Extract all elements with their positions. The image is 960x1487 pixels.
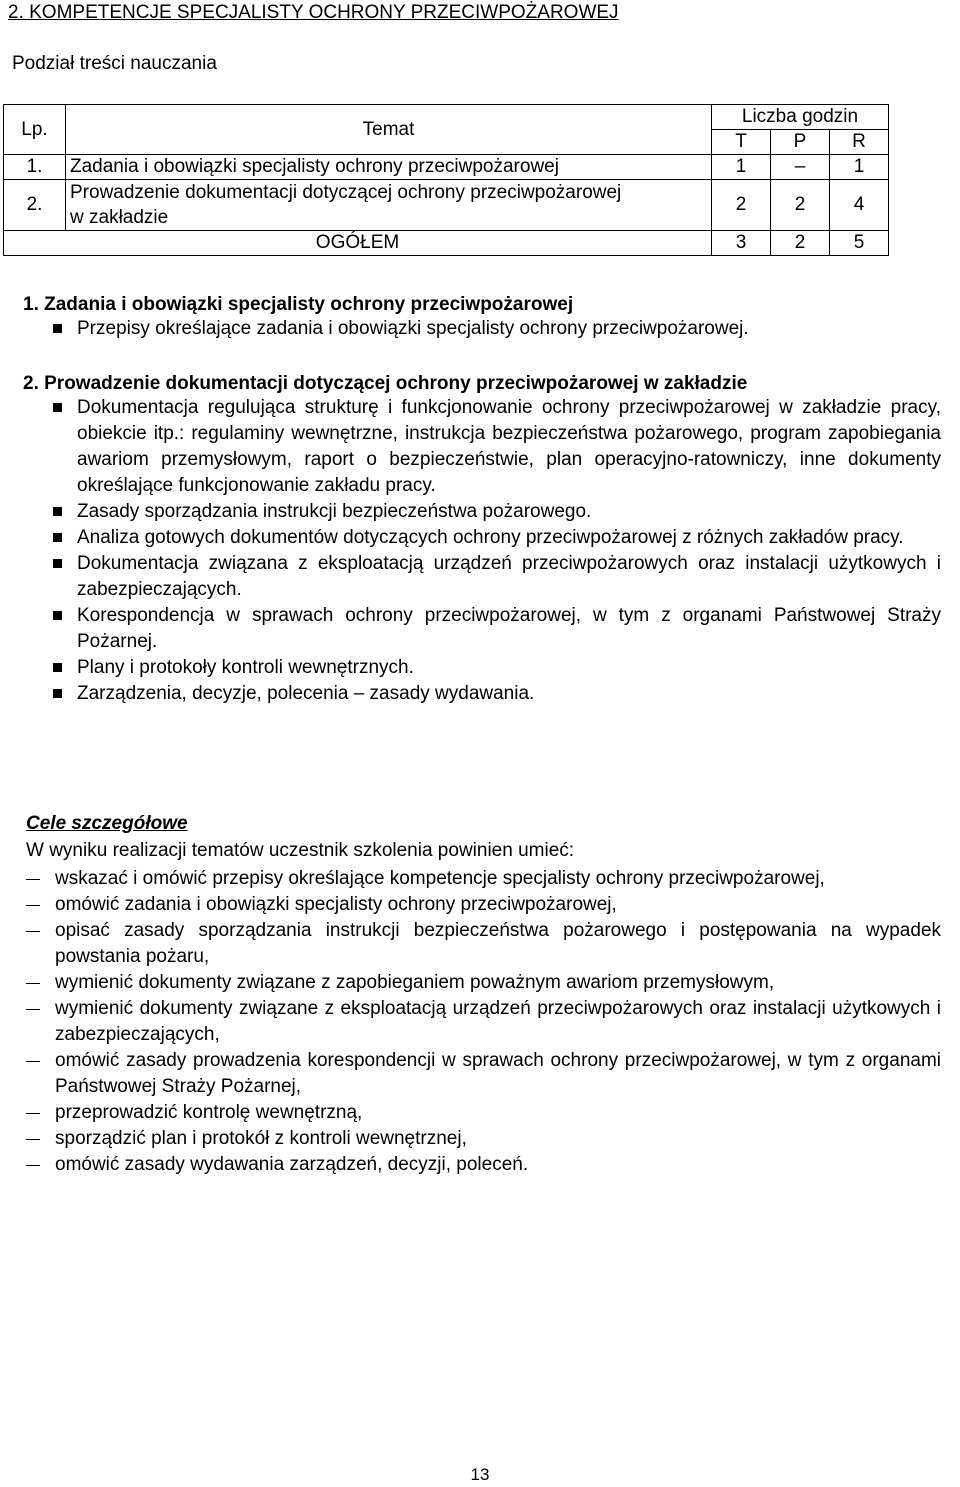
dash-bullet-icon [26,879,40,880]
list-item [0,316,941,342]
list-item [0,551,941,603]
row-topic-line: Prowadzenie dokumentacji dotyczącej ochrony przeciwpożarowej [70,182,622,203]
list-item [0,525,941,551]
list-item [0,499,941,525]
row-lp: 1. [4,155,66,180]
list-item-text: Dokumentacja regulująca strukturę i funkcjonowanie ochrony przeciwpożarowej w zakładzie pracy, obiekcie itp.: regulaminy wewnętrzne, instrukcja bezpieczeństwa pożarowego, program zapobiegania awariom przemysłowym, raport o bezpieczeństwie, plan operacyjno-ratowniczy, inne dokumenty określające funkcjonowanie zakładu pracy. [77,397,941,496]
dash-bullet-icon [26,983,40,984]
row-topic: Zadania i obowiązki specjalisty ochrony przeciwpożarowej [66,155,712,180]
list-item-text: Analiza gotowych dokumentów dotyczących ochrony przeciwpożarowej z różnych zakładów pracy. [77,527,904,548]
list-item [26,1048,941,1100]
table-row [4,155,889,180]
hours-table [3,104,889,256]
list-item [0,655,941,681]
list-item-text: Plany i protokoły kontroli wewnętrznych. [77,657,414,678]
square-bullet-icon [53,403,62,412]
list-item-text: Przepisy określające zadania i obowiązki specjalisty ochrony przeciwpożarowej. [77,318,749,339]
row-topic-line: w zakładzie [70,207,169,228]
list-item [0,681,941,707]
dash-bullet-icon [26,1139,40,1140]
square-bullet-icon [53,533,62,542]
dash-bullet-icon [26,1009,40,1010]
goals-list [26,866,941,1178]
header-p: P [771,130,830,155]
list-item-text: Zasady sporządzania instrukcji bezpieczeństwa pożarowego. [77,501,592,522]
square-bullet-icon [53,611,62,620]
table-header-row [4,105,889,130]
chapter-title: 2. KOMPETENCJE SPECJALISTY OCHRONY PRZECIWPOŻAROWEJ [8,2,619,23]
list-item-text: Korespondencja w sprawach ochrony przeciwpożarowej, w tym z organami Państwowej Straży Pożarnej. [77,605,941,652]
square-bullet-icon [53,507,62,516]
list-item [26,866,941,892]
list-item-text: wskazać i omówić przepisy określające kompetencje specjalisty ochrony przeciwpożarowej, [55,868,825,889]
row-r: 4 [830,180,889,231]
list-item-text: Dokumentacja związana z eksploatacją urządzeń przeciwpożarowych oraz instalacji użytkowych i zabezpieczających. [77,553,941,600]
total-label: OGÓŁEM [4,231,712,256]
dash-bullet-icon [26,931,40,932]
section-subtitle: Podział treści nauczania [12,53,217,74]
square-bullet-icon [53,324,62,333]
list-item-text: wymienić dokumenty związane z zapobieganiem poważnym awariom przemysłowym, [55,972,775,993]
header-hours: Liczba godzin [712,105,889,130]
total-r: 5 [830,231,889,256]
goals-section [26,866,941,1178]
row-r: 1 [830,155,889,180]
list-item-text: Zarządzenia, decyzje, polecenia – zasady wydawania. [77,683,535,704]
header-t: T [712,130,771,155]
row-p: 2 [771,180,830,231]
list-item-text: omówić zasady prowadzenia korespondencji w sprawach ochrony przeciwpożarowej, w tym z organami Państwowej Straży Pożarnej, [55,1050,941,1097]
dash-bullet-icon [26,905,40,906]
section-2 [23,373,941,707]
total-t: 3 [712,231,771,256]
header-topic: Temat [66,105,712,155]
table-total-row [4,231,889,256]
dash-bullet-icon [26,1061,40,1062]
header-lp: Lp. [4,105,66,155]
table-row [4,180,889,231]
row-topic [66,180,712,231]
goals-title: Cele szczegółowe [26,813,188,834]
list-item [26,1126,941,1152]
row-p: – [771,155,830,180]
list-item [26,1100,941,1126]
square-bullet-icon [53,663,62,672]
list-item-text: omówić zadania i obowiązki specjalisty ochrony przeciwpożarowej, [55,894,617,915]
list-item [0,603,941,655]
section-1 [23,294,941,342]
list-item [26,970,941,996]
list-item-text: wymienić dokumenty związane z eksploatacją urządzeń przeciwpożarowych oraz instalacji użytkowych i zabezpieczających, [55,998,941,1045]
section-2-heading: 2. Prowadzenie dokumentacji dotyczącej ochrony przeciwpożarowej w zakładzie [23,373,748,394]
list-item-text: omówić zasady wydawania zarządzeń, decyzji, poleceń. [55,1154,529,1175]
dash-bullet-icon [26,1165,40,1166]
section-2-list [0,395,941,707]
list-item [26,996,941,1048]
page-number: 13 [470,1465,490,1484]
list-item [26,1152,941,1178]
list-item-text: przeprowadzić kontrolę wewnętrzną, [55,1102,363,1123]
square-bullet-icon [53,689,62,698]
list-item [26,892,941,918]
row-t: 1 [712,155,771,180]
list-item [0,395,941,499]
row-t: 2 [712,180,771,231]
list-item [26,918,941,970]
goals-intro: W wyniku realizacji tematów uczestnik szkolenia powinien umieć: [26,840,575,861]
list-item-text: opisać zasady sporządzania instrukcji bezpieczeństwa pożarowego i postępowania na wypadek powstania pożaru, [55,920,941,967]
section-1-list [0,316,941,342]
square-bullet-icon [53,559,62,568]
section-1-heading: 1. Zadania i obowiązki specjalisty ochrony przeciwpożarowej [23,294,574,315]
list-item-text: sporządzić plan i protokół z kontroli wewnętrznej, [55,1128,467,1149]
row-lp: 2. [4,180,66,231]
dash-bullet-icon [26,1113,40,1114]
total-p: 2 [771,231,830,256]
header-r: R [830,130,889,155]
